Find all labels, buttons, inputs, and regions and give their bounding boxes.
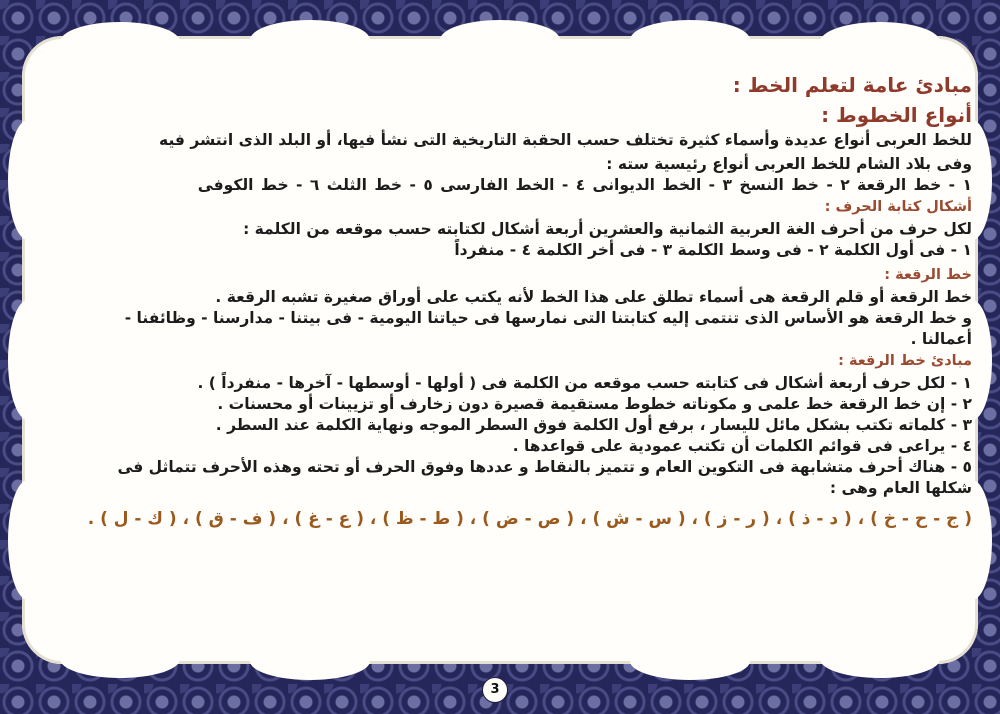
ruqaa-paragraph-2: و خط الرقعة هو الأساس الذى تنتمى إليه كتابتنا التى نمارسها فى حياتنا اليومية - فى بيتنا - مدارسنا - وظائفنا - bbox=[124, 309, 972, 327]
types-heading: أنواع الخطوط : bbox=[821, 103, 972, 127]
principle-5: ٥ - هناك أحرف متشابهة فى التكوين العام و تتميز بالنقاط و عددها وفوق الحرف أو تحته وهذه الأحرف تتماثل فى bbox=[117, 458, 972, 476]
types-paragraph-1: للخط العربى أنواع عديدة وأسماء كثيرة تختلف حسب الحقبة التاريخية التى نشأ فيها، أو البلد الذى انتشر فيه bbox=[159, 131, 972, 149]
scallop-top-2 bbox=[250, 20, 370, 60]
scallop-top-3 bbox=[440, 20, 560, 60]
ruqaa-heading: خط الرقعة : bbox=[884, 267, 972, 283]
principle-3: ٣ - كلماته تكتب بشكل مائل لليسار ، برفع أول الكلمة فوق السطر الموجه ونهاية الكلمة عند السطر . bbox=[215, 416, 972, 434]
principle-1: ١ - لكل حرف أربعة أشكال فى كتابته حسب موقعه من الكلمة فى ( أولها - أوسطها - آخرها - منفرداً ) . bbox=[197, 374, 972, 392]
scallop-bottom-1 bbox=[60, 640, 180, 678]
scallop-left-1 bbox=[8, 120, 48, 240]
forms-paragraph: لكل حرف من أحرف الغة العربية الثمانية والعشرين أربعة أشكال لكتابته حسب موقعه من الكلمة : bbox=[243, 220, 972, 238]
forms-heading: أشكال كتابة الحرف : bbox=[824, 199, 972, 215]
principle-4: ٤ - يراعى فى قوائم الكلمات أن تكتب عمودية على قواعدها . bbox=[512, 437, 972, 455]
scallop-top-1 bbox=[60, 22, 180, 62]
scallop-bottom-4 bbox=[630, 642, 750, 680]
scallop-bottom-5 bbox=[820, 640, 940, 678]
page-number: 3 bbox=[482, 677, 508, 703]
scallop-bottom-2 bbox=[250, 642, 370, 680]
forms-list: ١ - فى أول الكلمة ٢ - فى وسط الكلمة ٣ - فى أخر الكلمة ٤ - منفرداً bbox=[454, 241, 972, 259]
main-heading: مبادئ عامة لتعلم الخط : bbox=[732, 73, 972, 97]
ruqaa-paragraph-1: خط الرقعة أو قلم الرقعة هى أسماء تطلق على هذا الخط لأنه يكتب على أوراق صغيرة تشبه الرقعة . bbox=[215, 288, 972, 306]
scallop-top-5 bbox=[820, 22, 940, 62]
types-paragraph-2: وفى بلاد الشام للخط العربى أنواع رئيسية سته : bbox=[606, 155, 972, 173]
page-body bbox=[72, 70, 972, 533]
scallop-left-3 bbox=[8, 480, 48, 600]
ruqaa-paragraph-3: أعمالنا . bbox=[910, 330, 972, 348]
scallop-top-4 bbox=[630, 20, 750, 60]
scallop-left-2 bbox=[8, 300, 48, 420]
principles-heading: مبادئ خط الرقعة : bbox=[838, 353, 972, 369]
principle-2: ٢ - إن خط الرقعة خط علمى و مكوناته خطوط مستقيمة قصيرة دون زخارف أو تزيينات أو محسنات . bbox=[217, 395, 972, 413]
principle-5-continued: شكلها العام وهى : bbox=[829, 479, 972, 497]
similar-letter-groups: ( ج - ح - خ ) ، ( د - ذ ) ، ( ر - ز ) ، ( س - ش ) ، ( ص - ض ) ، ( ط - ظ ) ، ( ع - غ ) ، ( ف - ق ) ، ( ك - ل ) . bbox=[87, 509, 972, 529]
types-list: ١ - خط الرقعة ٢ - خط النسخ ٣ - الخط الديوانى ٤ - الخط الفارسى ٥ - خط الثلث ٦ - خط الكوفى bbox=[197, 176, 972, 194]
